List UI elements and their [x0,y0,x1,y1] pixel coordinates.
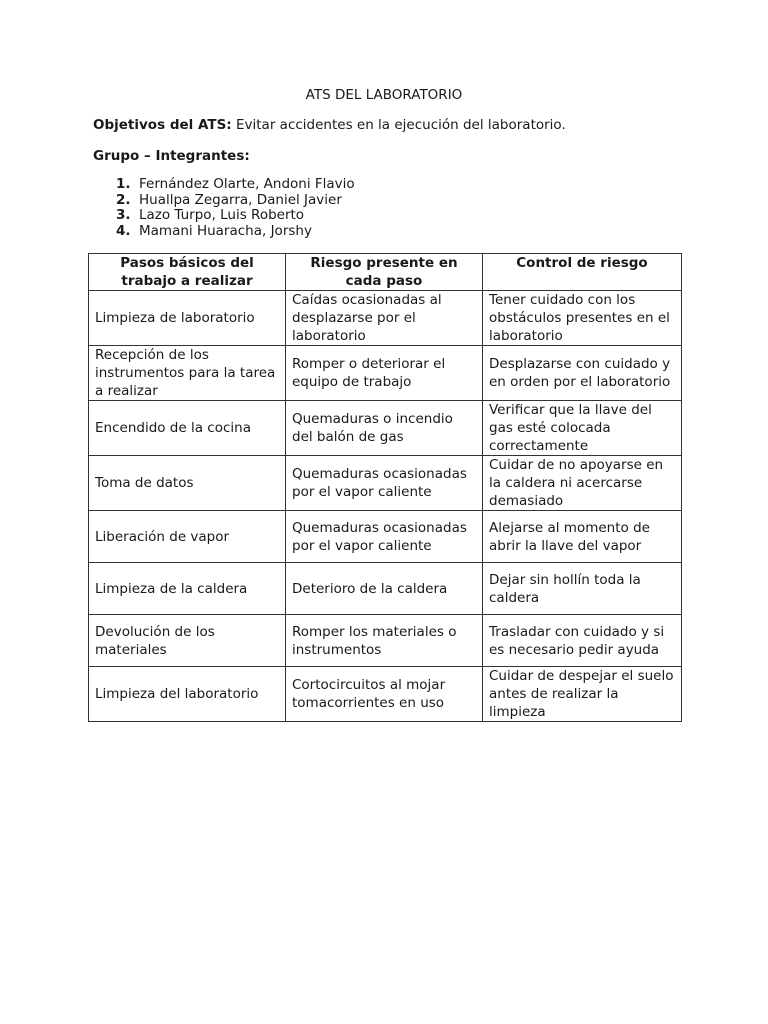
control-cell: Dejar sin hollín toda la caldera [483,563,682,615]
step-cell: Toma de datos [89,456,286,511]
control-cell: Alejarse al momento de abrir la llave del vapor [483,511,682,563]
table-row [89,667,682,722]
member-number: 4. [116,222,131,239]
step-cell: Recepción de los instrumentos para la tarea a realizar [89,346,286,401]
member-name: Fernández Olarte, Andoni Flavio [139,176,355,192]
objective-label: Objetivos del ATS: [93,117,232,133]
risk-cell: Romper los materiales o instrumentos [286,615,483,667]
member-name: Lazo Turpo, Luis Roberto [139,207,305,223]
control-cell: Cuidar de despejar el suelo antes de realizar la limpieza [483,667,682,722]
control-cell: Tener cuidado con los obstáculos presentes en el laboratorio [483,291,682,346]
step-cell: Limpieza de la caldera [89,563,286,615]
step-cell: Limpieza de laboratorio [89,291,286,346]
risk-cell: Deterioro de la caldera [286,563,483,615]
step-cell: Liberación de vapor [89,511,286,563]
table-header-row [89,254,682,291]
control-cell: Cuidar de no apoyarse en la caldera ni acercarse demasiado [483,456,682,511]
objective-text: Evitar accidentes en la ejecución del laboratorio. [231,117,566,133]
member-name: Mamani Huaracha, Jorshy [139,222,312,239]
risk-cell: Quemaduras o incendio del balón de gas [286,401,483,456]
list-item [116,177,355,193]
table-row [89,615,682,667]
header-steps: Pasos básicos del trabajo a realizar [89,254,286,291]
step-cell: Encendido de la cocina [89,401,286,456]
group-label: Grupo – Integrantes: [93,148,250,164]
table-row [89,563,682,615]
members-list [116,177,355,239]
list-item [116,193,355,209]
list-item [116,208,355,224]
step-cell: Limpieza del laboratorio [89,667,286,722]
member-name: Huallpa Zegarra, Daniel Javier [139,191,342,208]
table-row [89,291,682,346]
table-row [89,456,682,511]
risk-cell: Cortocircuitos al mojar tomacorrientes en uso [286,667,483,722]
risk-cell: Caídas ocasionadas al desplazarse por el laboratorio [286,291,483,346]
document-title: ATS DEL LABORATORIO [305,87,463,103]
table-row [89,401,682,456]
control-cell: Desplazarse con cuidado y en orden por el laboratorio [483,346,682,401]
member-number: 1. [116,176,131,192]
header-risk: Riesgo presente en cada paso [286,254,483,291]
member-number: 3. [116,207,131,223]
list-item [116,224,355,240]
risk-cell: Romper o deteriorar el equipo de trabajo [286,346,483,401]
control-cell: Verificar que la llave del gas esté colocada correctamente [483,401,682,456]
risk-cell: Quemaduras ocasionadas por el vapor caliente [286,511,483,563]
table-row [89,346,682,401]
step-cell: Devolución de los materiales [89,615,286,667]
objective-line [93,116,566,134]
risk-cell: Quemaduras ocasionadas por el vapor caliente [286,456,483,511]
table-row [89,511,682,563]
control-cell: Trasladar con cuidado y si es necesario pedir ayuda [483,615,682,667]
member-number: 2. [116,191,131,208]
ats-table [88,253,682,722]
header-control: Control de riesgo [483,254,682,291]
